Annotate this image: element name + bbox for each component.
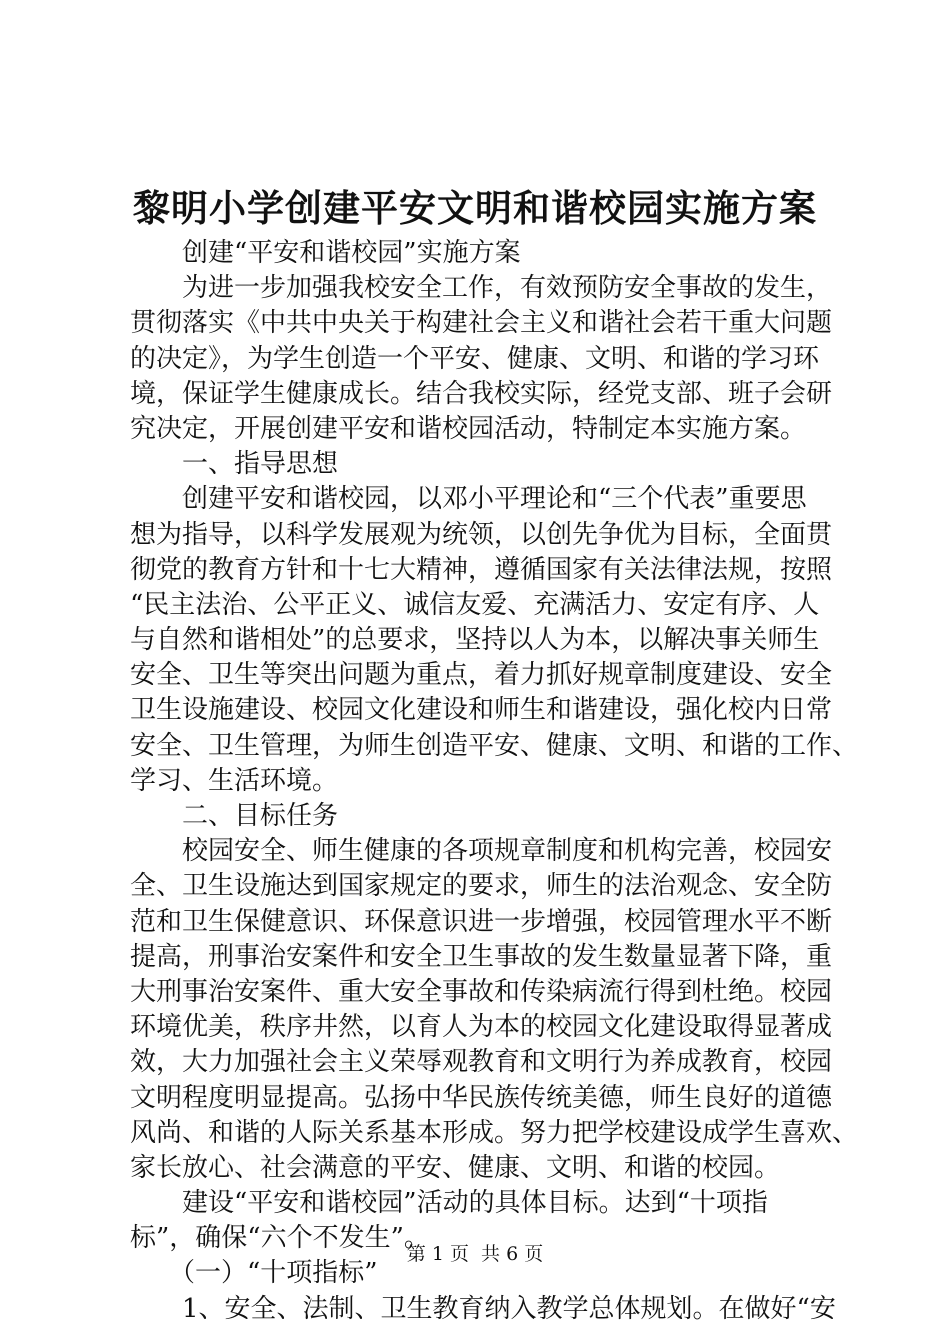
body-line: 与自然和谐相处”的总要求，坚持以人为本，以解决事关师生 [130, 625, 820, 656]
body-line: 创建“平安和谐校园”实施方案 [130, 238, 521, 268]
body-line: 的决定》，为学生创造一个平安、健康、文明、和谐的学习环 [130, 343, 820, 374]
body-line: 家长放心、社会满意的平安、健康、文明、和谐的校园。 [130, 1152, 781, 1183]
body-line: 贯彻落实《中共中央关于构建社会主义和谐社会若干重大问题 [130, 308, 833, 339]
body-line: 范和卫生保健意识、环保意识进一步增强，校园管理水平不断 [130, 906, 833, 937]
body-line: 境，保证学生健康成长。结合我校实际，经党支部、班子会研 [130, 378, 833, 409]
document-title: 黎明小学创建平安文明和谐校园实施方案 [133, 186, 817, 230]
body-line: 安全、卫生等突出问题为重点，着力抓好规章制度建设、安全 [130, 660, 833, 691]
body-line: 为进一步加强我校安全工作，有效预防安全事故的发生， [130, 273, 833, 304]
document-body [130, 236, 859, 1327]
body-line: 全、卫生设施达到国家规定的要求，师生的法治观念、安全防 [130, 871, 833, 902]
body-line: 究决定，开展创建平安和谐校园活动，特制定本实施方案。 [130, 413, 807, 444]
body-line: 标”，确保“六个不发生”。 [130, 1223, 430, 1254]
body-line: 彻党的教育方针和十七大精神，遵循国家有关法律法规，按照 [130, 554, 833, 585]
body-line: 学习、生活环境。 [130, 765, 339, 796]
body-line: 大刑事治安案件、重大安全事故和传染病流行得到杜绝。校园 [130, 976, 833, 1007]
page-number: 第 1 页 共 6 页 [406, 1243, 544, 1265]
body-line: 1、安全、法制、卫生教育纳入教学总体规划。在做好“安 [130, 1293, 836, 1324]
body-line: 安全、卫生管理，为师生创造平安、健康、文明、和谐的工作、 [130, 730, 859, 761]
body-line: 建设“平安和谐校园”活动的具体目标。达到“十项指 [130, 1188, 768, 1219]
body-line: “民主法治、公平正义、诚信友爱、充满活力、安定有序、人 [130, 589, 820, 620]
body-line: 文明程度明显提高。弘扬中华民族传统美德，师生良好的道德 [130, 1082, 833, 1113]
body-line: 风尚、和谐的人际关系基本形成。努力把学校建设成学生喜欢、 [130, 1117, 859, 1148]
section-heading: （一）“十项指标” [130, 1258, 378, 1289]
body-line: 效，大力加强社会主义荣辱观教育和文明行为养成教育，校园 [130, 1047, 833, 1078]
section-heading: 二、目标任务 [130, 801, 339, 831]
body-line: 环境优美，秩序井然，以育人为本的校园文化建设取得显著成 [130, 1012, 833, 1043]
body-line: 校园安全、师生健康的各项规章制度和机构完善，校园安 [130, 836, 833, 867]
body-line: 提高，刑事治安案件和安全卫生事故的发生数量显著下降，重 [130, 941, 833, 972]
body-line: 想为指导，以科学发展观为统领，以创先争优为目标，全面贯 [130, 519, 833, 550]
section-heading: 一、指导思想 [130, 449, 339, 480]
body-line: 卫生设施建设、校园文化建设和师生和谐建设，强化校内日常 [130, 695, 833, 726]
body-line: 创建平安和谐校园，以邓小平理论和“三个代表”重要思 [130, 484, 807, 515]
